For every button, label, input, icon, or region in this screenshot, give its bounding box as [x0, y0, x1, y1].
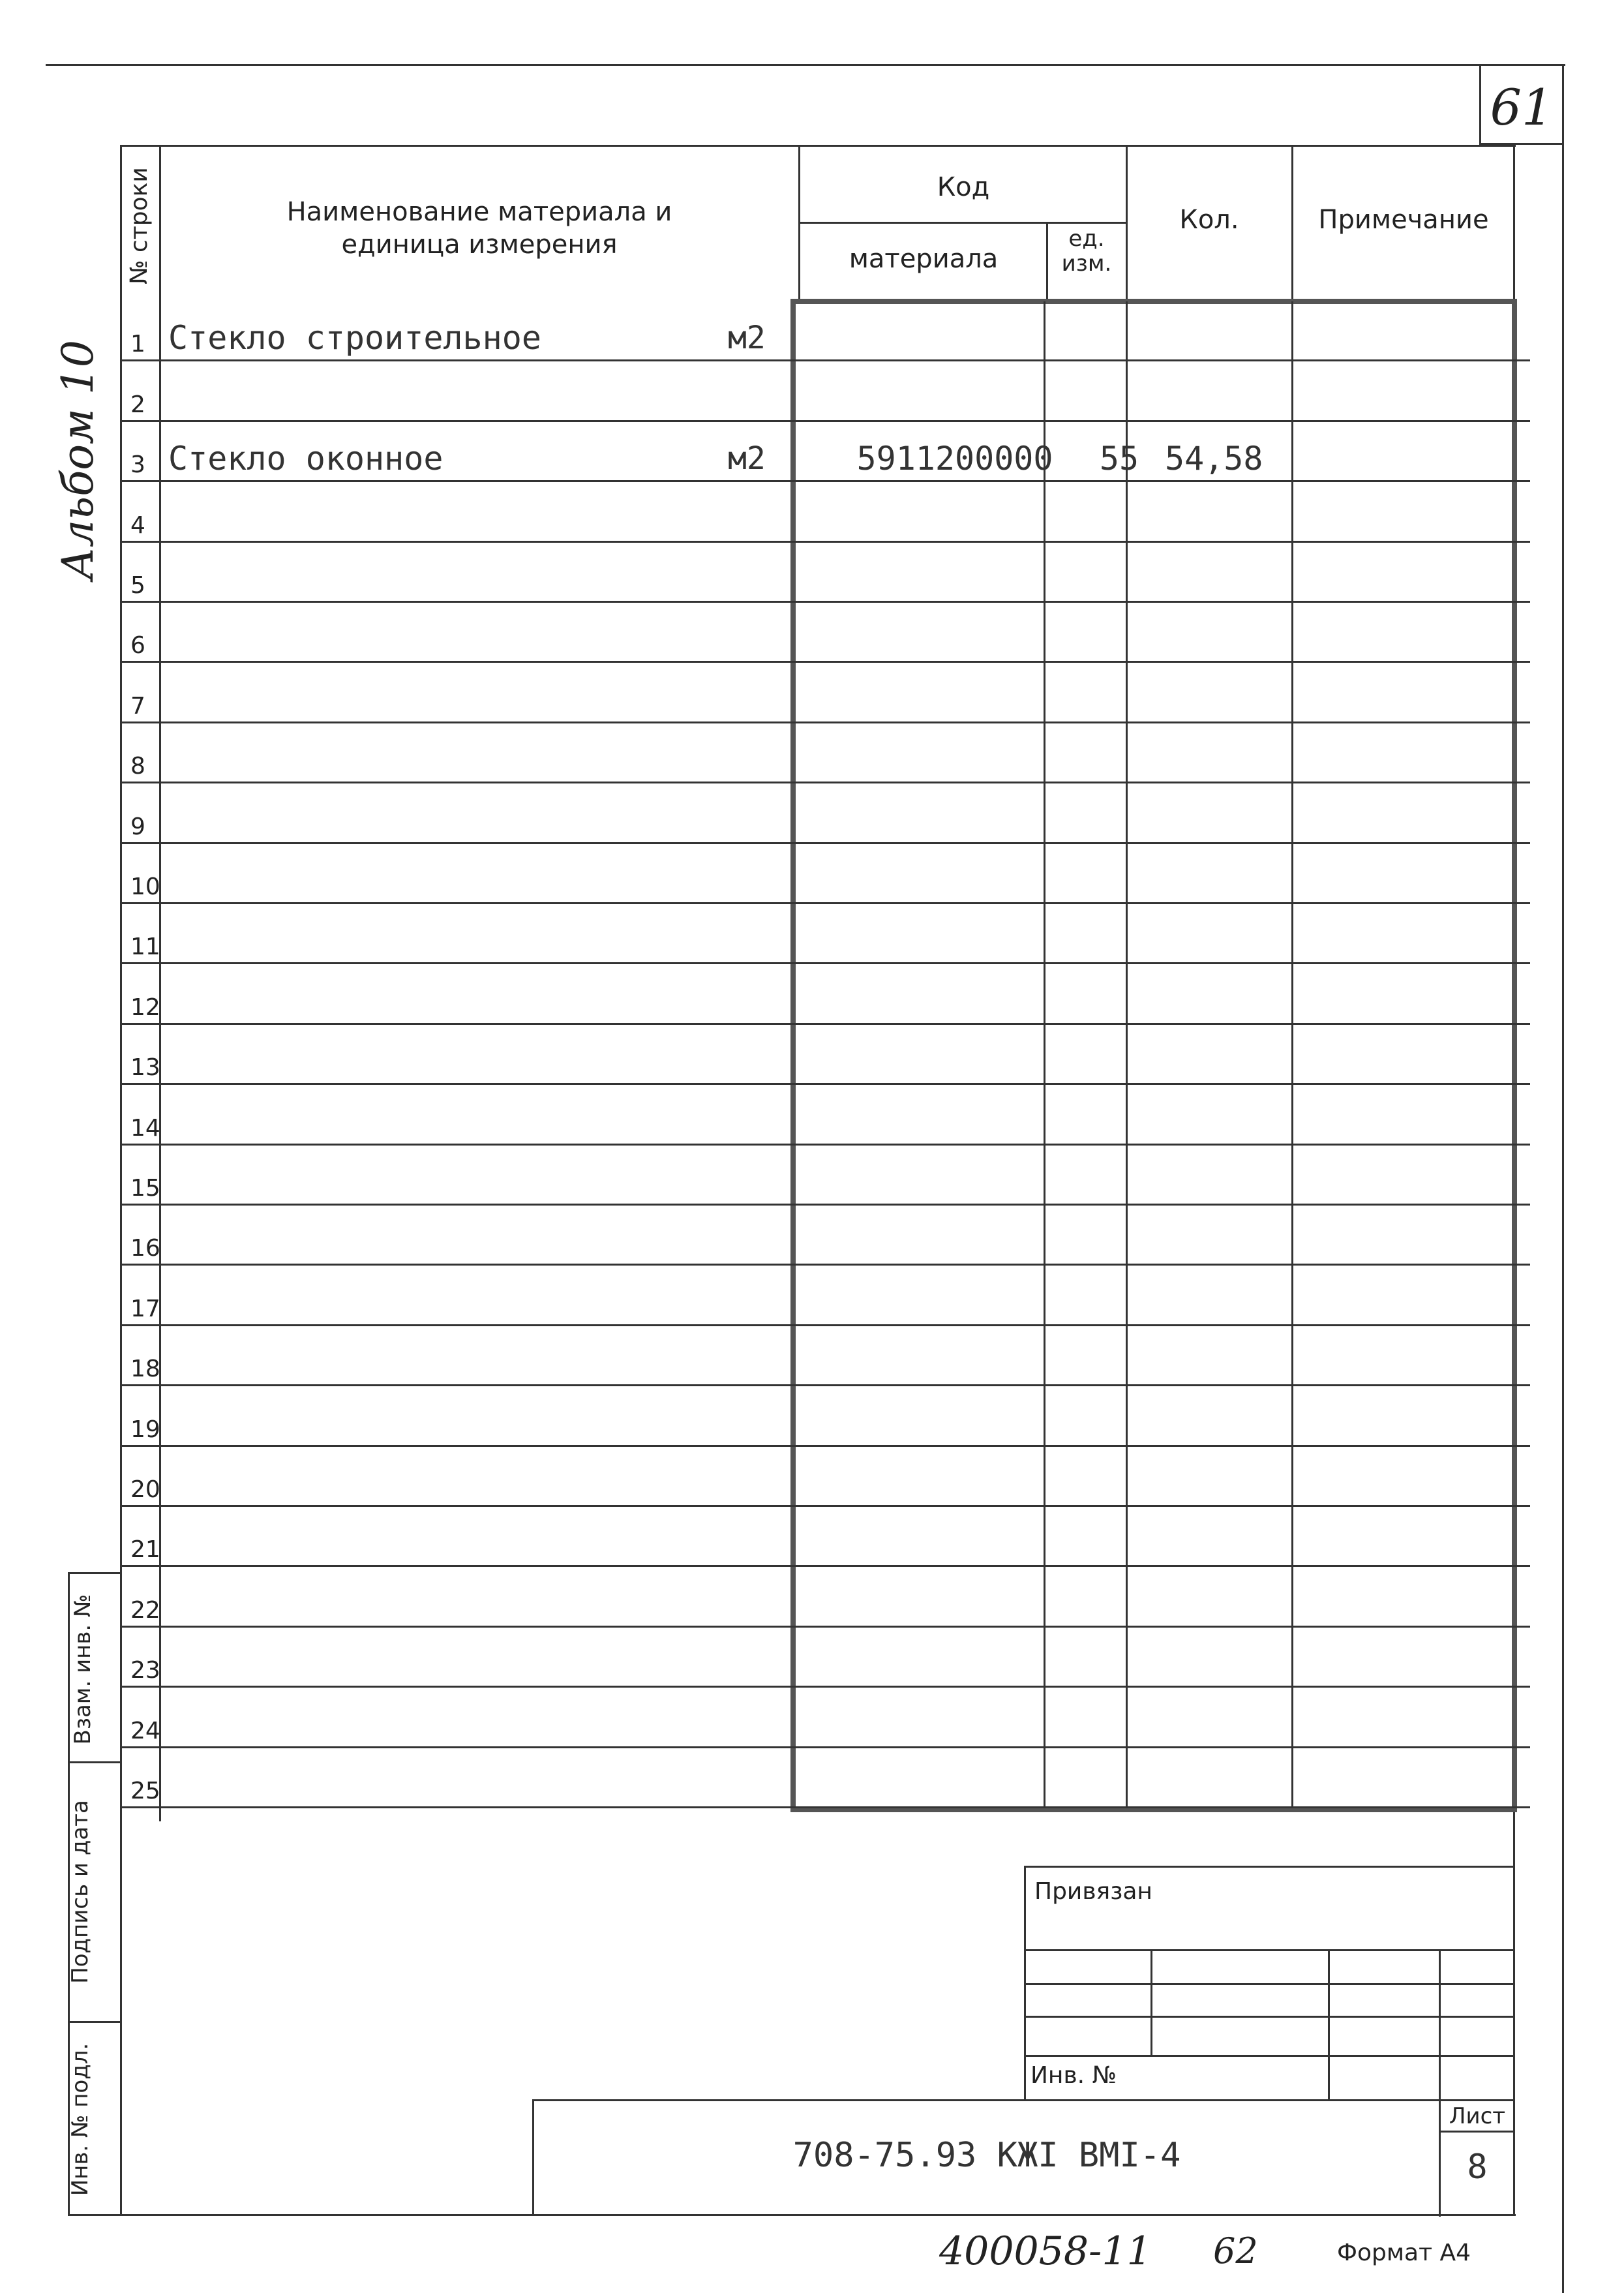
stamp-podpis: Подпись и дата	[67, 1800, 93, 1984]
row-number: 13	[130, 1054, 160, 1082]
row-number: 4	[130, 511, 145, 539]
row-divider	[121, 1806, 1530, 1808]
row-number: 22	[130, 1596, 160, 1624]
tb-privyazan-top	[1024, 1866, 1514, 1868]
table-row	[121, 422, 1530, 482]
table-row	[121, 1748, 1530, 1808]
header-name-line2: единица измерения	[341, 230, 618, 260]
page-number-box-left	[1479, 64, 1481, 145]
row-number: 6	[130, 632, 145, 660]
row-number: 16	[130, 1235, 160, 1262]
unit-of-measure: м2	[728, 440, 766, 478]
row-number: 19	[130, 1416, 160, 1443]
table-row	[121, 1447, 1530, 1507]
table-row	[121, 783, 1530, 843]
row-number: 5	[130, 571, 145, 599]
header-row-no: № строки	[126, 167, 153, 284]
tb-grid-h2	[1024, 1983, 1514, 1985]
table-row	[121, 1628, 1530, 1688]
right-border	[1562, 64, 1564, 2293]
tb-inv-no: Инв. №	[1030, 2062, 1117, 2089]
tb-privyazan: Привязан	[1034, 1878, 1152, 1905]
stamp-vzam: Взам. инв. №	[70, 1594, 96, 1745]
header-qty: Кол.	[1179, 205, 1239, 235]
unit-code: 55	[1099, 440, 1139, 478]
row-number: 12	[130, 994, 160, 1021]
row-number: 10	[130, 873, 160, 900]
tb-grid-v1	[1150, 1949, 1152, 2055]
tb-designation: 708-75.93 КЖI ВМI-4	[792, 2136, 1181, 2175]
row-number: 18	[130, 1356, 160, 1383]
header-code: Код	[937, 172, 990, 202]
table-row	[121, 1266, 1530, 1326]
table-row	[121, 1206, 1530, 1266]
table-row	[121, 663, 1530, 723]
table-row	[121, 1507, 1530, 1567]
table-row	[121, 1688, 1530, 1748]
table-row	[121, 301, 1530, 361]
table-row	[121, 361, 1530, 421]
header-code-sub	[798, 222, 1126, 224]
table-row	[121, 1386, 1530, 1446]
material-name: Стекло оконное	[168, 440, 444, 478]
row-number: 9	[130, 813, 145, 840]
unit-of-measure: м2	[728, 320, 766, 357]
row-number: 8	[130, 753, 145, 780]
table-row	[121, 844, 1530, 904]
footer-format: Формат А4	[1337, 2240, 1471, 2266]
tb-main-top	[532, 2099, 1514, 2101]
tb-grid-h4	[1024, 2055, 1514, 2057]
row-number: 20	[130, 1476, 160, 1503]
stamp-div1	[68, 1761, 120, 1763]
table-row	[121, 482, 1530, 542]
header-name-line1: Наименование материала и	[286, 197, 672, 227]
row-number: 21	[130, 1536, 160, 1564]
top-border	[46, 64, 1565, 66]
row-number: 2	[130, 391, 145, 418]
stamp-top	[68, 1572, 120, 1574]
header-note: Примечание	[1318, 205, 1489, 235]
stamp-bottom	[68, 2214, 1516, 2216]
row-number: 1	[130, 331, 145, 358]
stamp-inv: Инв. № подл.	[67, 2042, 93, 2196]
tb-sheet-div	[1439, 2131, 1514, 2133]
material-name: Стекло строительное	[168, 319, 541, 357]
table-row	[121, 723, 1530, 783]
table-row	[121, 1326, 1530, 1386]
row-number: 24	[130, 1717, 160, 1744]
row-number: 17	[130, 1295, 160, 1322]
tb-sheet-number: 8	[1467, 2148, 1488, 2187]
tb-grid-h1	[1024, 1949, 1514, 1951]
stamp-inner	[120, 1572, 122, 2216]
tb-grid-h3	[1024, 2016, 1514, 2018]
row-number: 25	[130, 1777, 160, 1804]
table-row	[121, 904, 1530, 964]
table-row	[121, 964, 1530, 1024]
row-number: 11	[130, 934, 160, 961]
row-number: 23	[130, 1657, 160, 1684]
frame-header-top	[120, 145, 1516, 147]
table-row	[121, 1025, 1530, 1085]
tb-sheet-label: Лист	[1449, 2103, 1506, 2129]
material-code: 5911200000	[856, 440, 1053, 478]
table-row	[121, 603, 1530, 663]
table-row	[121, 1567, 1530, 1627]
tb-grid-v2	[1328, 1949, 1330, 2099]
row-number: 15	[130, 1174, 160, 1202]
page-number: 61	[1490, 78, 1554, 136]
table-row	[121, 1085, 1530, 1145]
row-number: 7	[130, 692, 145, 720]
row-number: 3	[130, 451, 145, 479]
header-unit-line1: ед.	[1068, 226, 1105, 252]
row-number: 14	[130, 1114, 160, 1142]
header-material: материала	[849, 244, 999, 274]
album-label: Альбом 10	[53, 340, 103, 580]
quantity: 54,58	[1165, 440, 1263, 478]
table-row	[121, 1146, 1530, 1206]
tb-main-left	[532, 2099, 534, 2215]
table-row	[121, 543, 1530, 603]
footer-handwritten-num: 62	[1213, 2230, 1258, 2271]
header-unit-line2: изм.	[1061, 251, 1112, 277]
footer-handwritten: 400058-11	[939, 2228, 1152, 2274]
